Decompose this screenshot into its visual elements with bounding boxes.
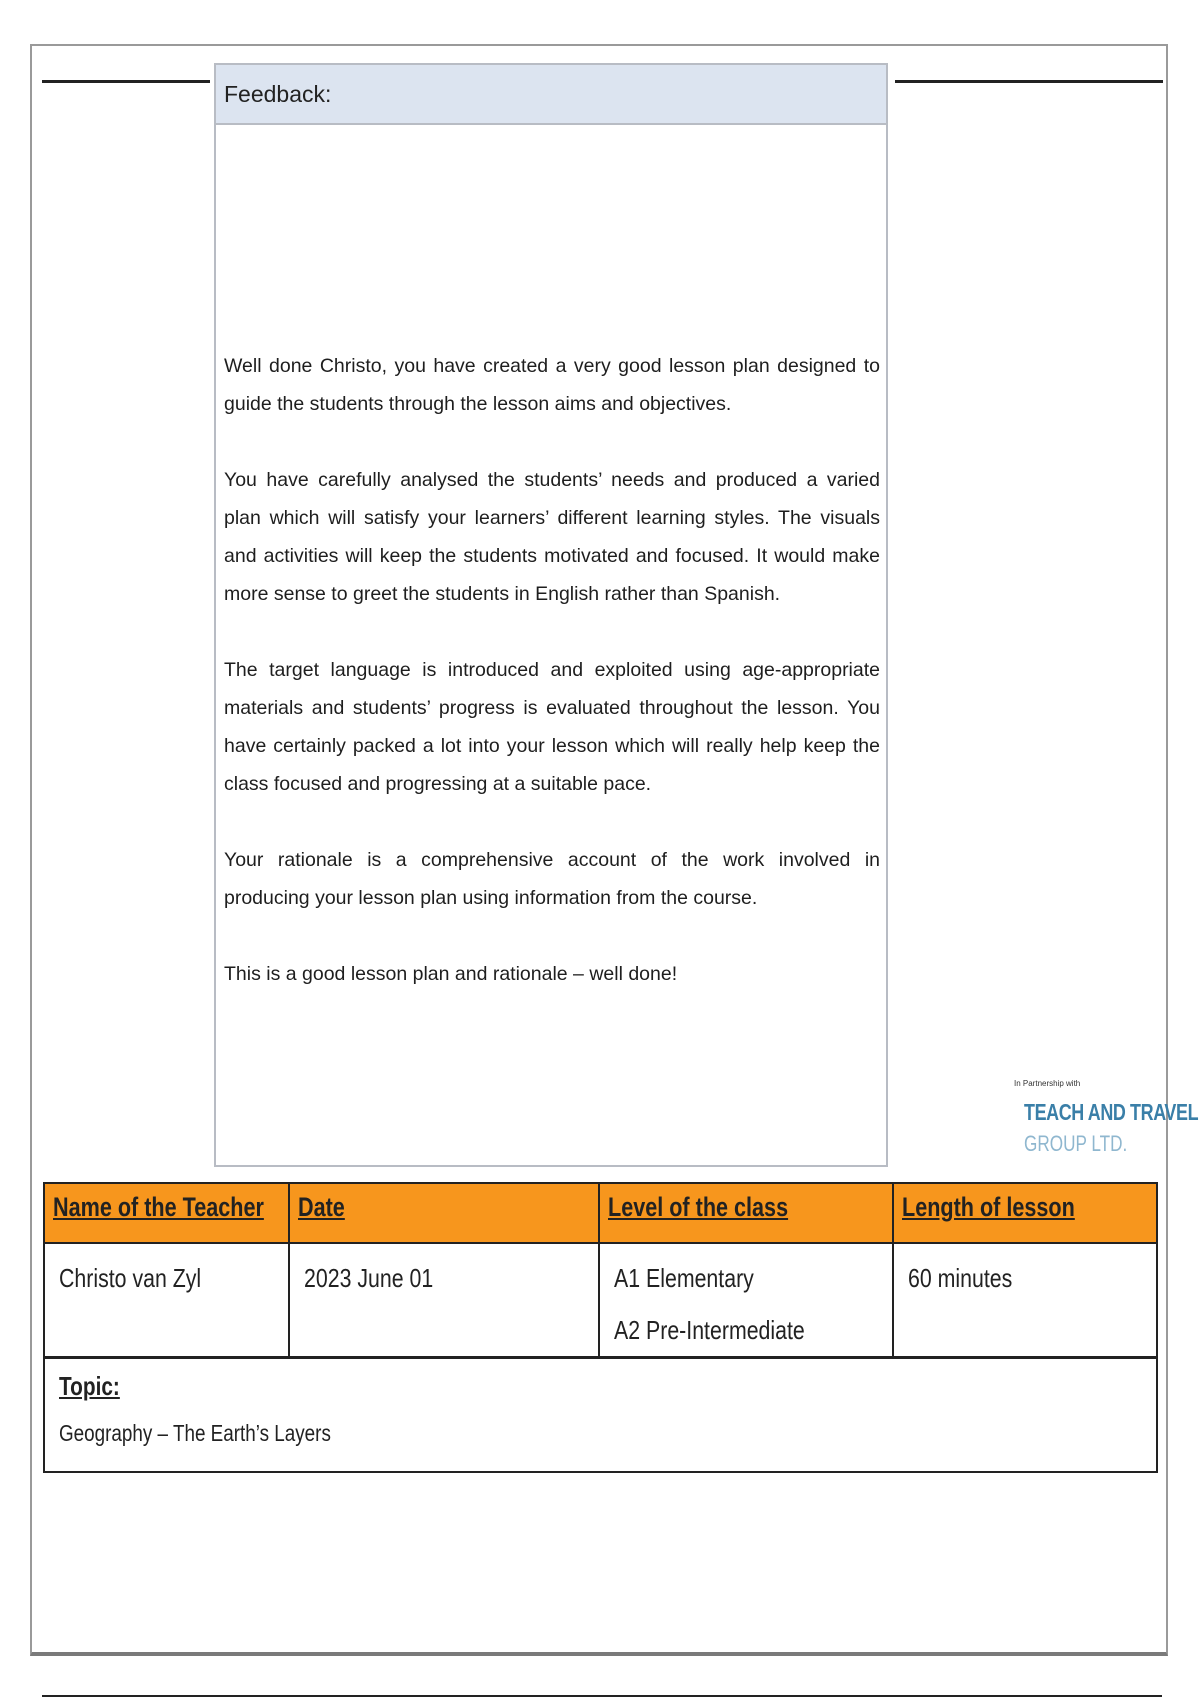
- topic-row: [44, 1358, 1157, 1472]
- feedback-box: [214, 63, 888, 1167]
- header-lesson-length: Length of lesson: [893, 1183, 1157, 1243]
- topic-cell: [44, 1358, 1157, 1472]
- table-header-row: [44, 1183, 1157, 1243]
- table-row: [44, 1243, 1157, 1358]
- lesson-info-table: [43, 1182, 1158, 1473]
- feedback-header: Feedback:: [216, 65, 886, 125]
- class-level-cell: [599, 1243, 893, 1358]
- header-rule-right: [895, 80, 1163, 83]
- header-rule-left: [42, 80, 210, 83]
- partner-small-text: In Partnership with: [1014, 1079, 1081, 1088]
- date-cell: [289, 1243, 599, 1358]
- class-level-1: A1 Elementary: [614, 1263, 754, 1293]
- feedback-body: [224, 347, 880, 993]
- header-class-level: Level of the class: [599, 1183, 893, 1243]
- partner-name-line1: TEACH AND TRAVEL: [1024, 1099, 1199, 1125]
- partner-logo: [1012, 1079, 1199, 1169]
- header-date: Date: [289, 1183, 599, 1243]
- header-teacher-name: Name of the Teacher: [44, 1183, 289, 1243]
- feedback-paragraph: This is a good lesson plan and rationale – well done!: [224, 963, 678, 985]
- feedback-paragraph: Well done Christo, you have created a very good lesson plan designed to guide the students through the lesson aims and objectives.: [224, 355, 880, 415]
- lesson-date: 2023 June 01: [304, 1263, 434, 1293]
- class-level-2: A2 Pre-Intermediate: [614, 1315, 805, 1345]
- lesson-length: 60 minutes: [908, 1263, 1013, 1293]
- footer-rule: [42, 1695, 1162, 1697]
- topic-label: Topic:: [59, 1371, 120, 1401]
- topic-value: Geography – The Earth’s Layers: [59, 1420, 331, 1446]
- lesson-length-cell: [893, 1243, 1157, 1358]
- feedback-paragraph: Your rationale is a comprehensive account of the work involved in producing your lesson plan using information from the course.: [224, 849, 880, 909]
- feedback-paragraph: The target language is introduced and exploited using age-appropriate materials and students’ progress is evaluated throughout the lesson. You have certainly packed a lot into your lesson which will really help keep the class focused and progressing at a suitable pace.: [224, 659, 880, 795]
- teacher-name-cell: [44, 1243, 289, 1358]
- feedback-paragraph: You have carefully analysed the students’ needs and produced a varied plan which will satisfy your learners’ different learning styles. The visuals and activities will keep the students motivated and focused. It would make more sense to greet the students in English rather than Spanish.: [224, 469, 880, 605]
- teacher-name: Christo van Zyl: [59, 1263, 202, 1293]
- partner-name-line2: GROUP LTD.: [1024, 1131, 1128, 1156]
